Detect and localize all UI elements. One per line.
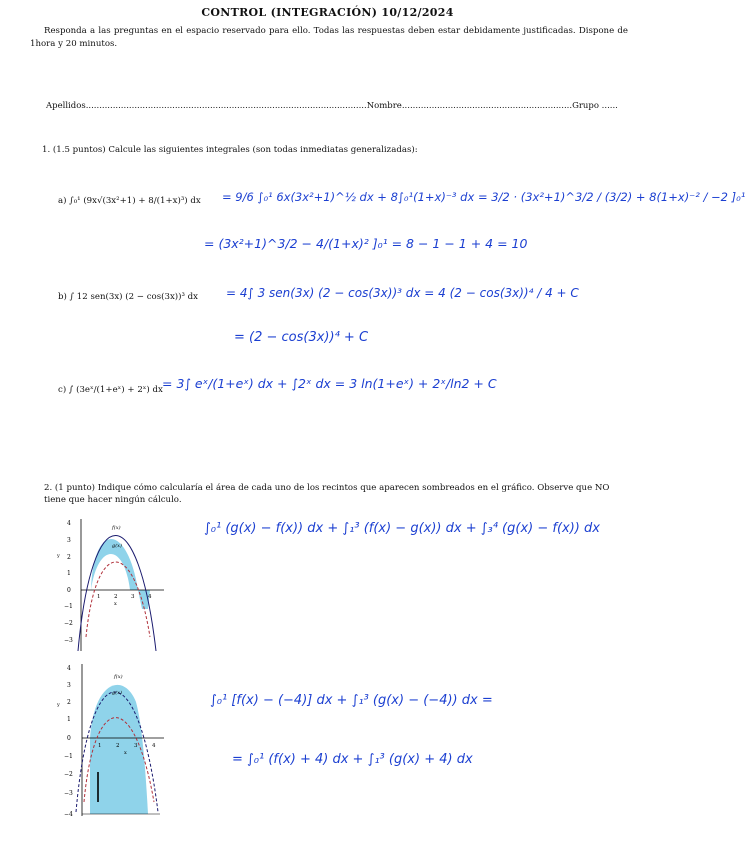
q1b-work-1: = 4∫ 3 sen(3x) (2 − cos(3x))³ dx = 4 (2 − cos(3x))⁴ / 4 + C [226,286,579,300]
graph1-ytick: 1 [67,570,71,577]
q1b-label: b) [58,292,67,302]
q1c-integral: ∫ (3eˣ/(1+eˣ) + 2ˣ) dx [68,385,163,395]
graph1-x-label: x [114,601,117,607]
graph1-f-label: f(x) [112,525,121,531]
graph2-ytick: 1 [67,716,71,723]
graph1-xtick: 3 [131,594,135,600]
graph1-xtick: 4 [148,594,152,600]
q2-graph1-work: ∫₀¹ (g(x) − f(x)) dx + ∫₁³ (f(x) − g(x)) dx + ∫₃⁴ (g(x) − f(x)) dx [204,521,600,536]
q1a-statement [58,196,238,206]
graph-1 [57,517,168,655]
graph2-xtick: 3 [134,743,138,749]
q1c-work-1: = 3∫ eˣ/(1+eˣ) dx + ∫2ˣ dx = 3 ln(1+eˣ) + 2ˣ/ln2 + C [162,376,497,391]
graph2-ytick: 2 [67,699,71,706]
graph2-ytick: 4 [67,665,71,672]
q1a-work-1: = 9/6 ∫₀¹ 6x(3x²+1)^½ dx + 8∫₀¹(1+x)⁻³ dx = 3/2 · (3x²+1)^3/2 / (3/2) + 8(1+x)⁻² / −2 ]₀¹ [222,190,745,204]
graph1-y-label: y [57,553,60,559]
graph2-xtick: 4 [152,743,156,749]
graph1-ytick: 3 [67,537,71,544]
graph-2 [57,662,168,820]
nombre-label: Nombre [366,101,402,111]
q1b-integral: ∫ 12 sen(3x) (2 − cos(3x))³ dx [69,292,199,302]
graph1-ytick: −3 [64,637,73,644]
graph1-g-label: g(x) [112,543,122,549]
graph2-xtick: 2 [116,743,120,749]
graph2-f-label: f(x) [114,674,123,680]
graph1-ytick: 4 [67,520,71,527]
grupo-label: Grupo [572,101,599,111]
graph1-xtick: 1 [97,594,101,600]
graph2-ytick: 3 [67,682,71,689]
q2-graph2-work-1: ∫₀¹ [f(x) − (−4)] dx + ∫₁³ (g(x) − (−4)) dx = [210,693,493,708]
question-1: 1. (1.5 puntos) Calcule las siguientes integrales (son todas inmediatas generalizadas): [42,145,418,155]
page-title: CONTROL (INTEGRACIÓN) 10/12/2024 [201,6,454,19]
graph2-xtick: 1 [98,743,102,749]
graph2-g-label: g(x) [112,690,122,696]
graph2-ytick: −1 [64,753,73,760]
q1a-label: a) [58,196,67,206]
graph2-ytick: −3 [64,790,73,797]
instructions: Responda a las preguntas en el espacio reservado para ello. Todas las respuestas deben estar debidamente justificadas. Dispone de 1hora y 20 minutos. [30,26,628,49]
graph1-ytick: −1 [64,603,73,610]
apellidos-label: Apellidos [46,101,86,111]
graph2-x-label: x [124,750,127,756]
question-2: 2. (1 punto) Indique cómo calcularía el área de cada uno de los recintos que aparecen sombreados en el gráfico. Observe que NO tiene que hacer ningún cálculo. [44,483,610,505]
q1c-label: c) [58,385,67,395]
graph1-ytick: 0 [67,587,71,594]
q1b-statement [58,292,238,302]
q1a-integral: ∫₀¹ (9x√(3x²+1) + 8/(1+x)³) dx [69,196,201,206]
q2-graph2-work-2: = ∫₀¹ (f(x) + 4) dx + ∫₁³ (g(x) + 4) dx [232,752,473,767]
graph2-ytick: −4 [64,811,73,818]
q1b-work-2: = (2 − cos(3x))⁴ + C [234,330,369,345]
graph1-ytick: 2 [67,554,71,561]
graph1-xtick: 2 [114,594,118,600]
graph2-ytick: −2 [64,771,73,778]
q1a-work-2: = (3x²+1)^3/2 − 4/(1+x)² ]₀¹ = 8 − 1 − 1 + 4 = 10 [204,236,528,251]
grupo-line[interactable]: ...... [601,101,618,111]
graph1-ytick: −2 [64,620,73,627]
student-fields [46,101,618,111]
graph2-y-label: y [57,702,60,708]
graph2-ytick: 0 [67,735,71,742]
apellidos-line[interactable]: ........................................................................................................ [85,101,367,111]
q1c-statement [58,385,178,395]
nombre-line[interactable]: ............................................................... [401,101,573,111]
